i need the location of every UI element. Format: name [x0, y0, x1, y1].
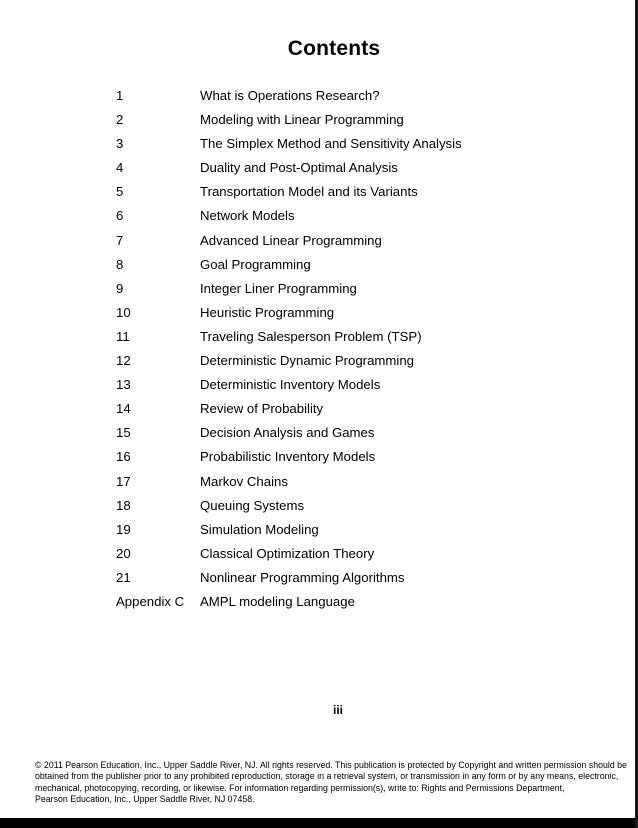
toc-entry-title: Probabilistic Inventory Models	[200, 449, 376, 465]
toc-entry-number: 15	[116, 425, 131, 441]
toc-entry-number: 4	[116, 160, 124, 176]
copyright-footer	[35, 760, 627, 806]
toc-entry-title: Integer Liner Programming	[200, 280, 357, 296]
toc-entry	[116, 134, 536, 158]
footer-line: © 2011 Pearson Education, Inc., Upper Saddle River, NJ. All rights reserved. This publication is protected by Copyright and written permission should be	[35, 760, 627, 770]
toc-entry-title: Heuristic Programming	[200, 304, 335, 320]
toc-entry-title: Advanced Linear Programming	[200, 232, 382, 248]
toc-entry-title: Deterministic Dynamic Programming	[200, 353, 414, 369]
toc-entry-title: Simulation Modeling	[200, 521, 319, 537]
toc-entry	[116, 399, 536, 423]
table-of-contents	[116, 86, 536, 616]
toc-entry	[116, 496, 536, 520]
toc-entry	[116, 206, 536, 230]
toc-entry-number: Appendix C	[116, 593, 185, 609]
toc-entry-title: Classical Optimization Theory	[200, 545, 375, 561]
toc-entry	[116, 231, 536, 255]
toc-entry	[116, 544, 536, 568]
toc-entry-number: 14	[116, 401, 131, 417]
toc-entry	[116, 303, 536, 327]
toc-entry	[116, 327, 536, 351]
toc-entry-number: 20	[116, 545, 131, 561]
toc-entry	[116, 86, 536, 110]
toc-entry-number: 5	[116, 184, 124, 200]
toc-entry	[116, 592, 536, 616]
toc-entry-number: 2	[116, 112, 124, 128]
footer-line: mechanical, photocopying, recording, or likewise. For information regarding permission(s), write to: Rights and Permissions Department,	[35, 782, 565, 793]
toc-entry-number: 12	[116, 353, 131, 369]
bottom-scan-edge	[0, 818, 638, 828]
toc-entry	[116, 472, 536, 496]
toc-entry-title: Goal Programming	[200, 256, 311, 272]
page-number: iii	[332, 703, 343, 717]
toc-entry-number: 11	[116, 328, 130, 344]
toc-entry-title: Nonlinear Programming Algorithms	[200, 569, 405, 585]
toc-entry-number: 3	[116, 136, 124, 152]
toc-entry-title: What is Operations Research?	[200, 88, 380, 103]
toc-entry-title: Review of Probability	[200, 401, 324, 417]
toc-entry	[116, 255, 536, 279]
page-title: Contents	[287, 37, 381, 60]
toc-entry-title: Duality and Post-Optimal Analysis	[200, 160, 398, 176]
footer-line: Pearson Education, Inc., Upper Saddle River, NJ 07458.	[35, 794, 255, 805]
toc-entry	[116, 110, 536, 134]
toc-entry	[116, 279, 536, 303]
toc-entry	[116, 447, 536, 471]
toc-entry-title: Modeling with Linear Programming	[200, 112, 404, 128]
toc-entry-title: Network Models	[200, 208, 295, 224]
toc-entry	[116, 182, 536, 206]
toc-entry-number: 16	[116, 449, 131, 465]
toc-entry-number: 10	[116, 304, 131, 320]
toc-entry	[116, 423, 536, 447]
toc-entry	[116, 520, 536, 544]
toc-entry	[116, 351, 536, 375]
footer-line: obtained from the publisher prior to any prohibited reproduction, storage in a retrieval system, or transmission in any form or by any means, electronic,	[35, 771, 619, 782]
toc-entry-title: Transportation Model and its Variants	[200, 184, 418, 200]
toc-entry-number: 13	[116, 377, 131, 393]
toc-entry	[116, 568, 536, 592]
toc-entry-title: Markov Chains	[200, 473, 288, 489]
toc-entry-number: 1	[116, 88, 124, 103]
toc-entry-number: 18	[116, 497, 131, 513]
toc-entry-title: Traveling Salesperson Problem (TSP)	[200, 328, 422, 344]
toc-entry-title: Decision Analysis and Games	[200, 425, 375, 441]
toc-entry-title: Queuing Systems	[200, 497, 305, 513]
toc-entry-title: AMPL modeling Language	[200, 593, 355, 609]
toc-entry-number: 9	[116, 280, 124, 296]
toc-entry	[116, 375, 536, 399]
toc-entry-number: 19	[116, 521, 131, 537]
toc-entry-number: 8	[116, 256, 124, 272]
toc-entry-number: 21	[116, 569, 131, 585]
toc-entry-number: 17	[116, 473, 131, 489]
toc-entry-number: 6	[116, 208, 124, 224]
toc-entry-number: 7	[116, 232, 124, 248]
toc-entry-title: The Simplex Method and Sensitivity Analysis	[200, 136, 462, 152]
toc-entry-title: Deterministic Inventory Models	[200, 377, 381, 393]
toc-entry	[116, 158, 536, 182]
